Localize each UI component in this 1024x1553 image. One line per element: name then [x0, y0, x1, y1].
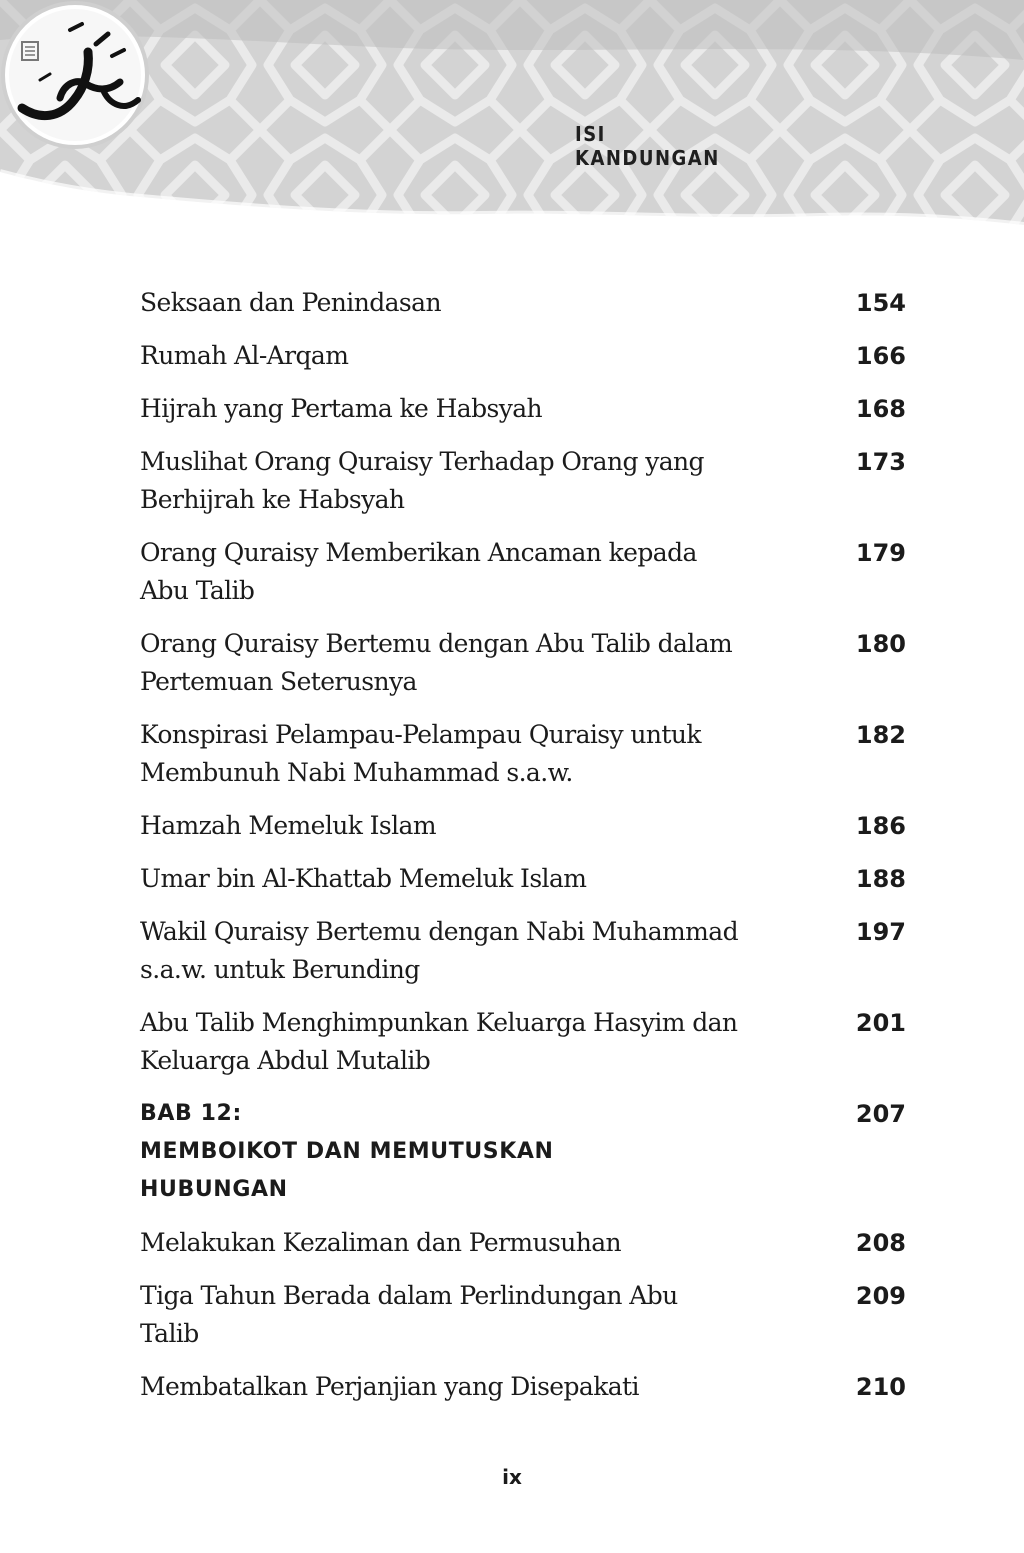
toc-entry[interactable] — [140, 625, 906, 701]
toc-entry[interactable] — [140, 913, 906, 989]
toc-entry-page: 208 — [855, 1229, 906, 1257]
toc-entry-title: Konspirasi Pelampau-Pelampau Quraisy untuk Membunuh Nabi Muhammad s.a.w. — [140, 720, 701, 787]
toc-entry-page: 201 — [855, 1009, 906, 1037]
page-number: ix — [502, 1465, 522, 1489]
toc-entry-title: Wakil Quraisy Bertemu dengan Nabi Muhammad s.a.w. untuk Berunding — [140, 917, 738, 984]
toc-entry-title: Muslihat Orang Quraisy Terhadap Orang yang Berhijrah ke Habsyah — [140, 447, 704, 514]
toc-entry-page: 180 — [855, 630, 906, 658]
table-of-contents — [140, 284, 906, 1421]
toc-entry-title: Membatalkan Perjanjian yang Disepakati — [140, 1372, 639, 1401]
toc-entry-page: 186 — [855, 812, 906, 840]
toc-chapter-heading[interactable] — [140, 1095, 906, 1209]
toc-entry[interactable] — [140, 284, 906, 322]
toc-entry-page: 188 — [855, 865, 906, 893]
toc-entry-page: 179 — [855, 539, 906, 567]
chapter-title-line-2: HUBUNGAN — [140, 1177, 288, 1202]
toc-entry-page: 168 — [855, 395, 906, 423]
toc-entry[interactable] — [140, 1224, 906, 1262]
toc-entry[interactable] — [140, 1004, 906, 1080]
chapter-page: 207 — [855, 1100, 906, 1128]
toc-entry[interactable] — [140, 716, 906, 792]
toc-entry[interactable] — [140, 1277, 906, 1353]
muhammad-calligraphy-icon — [0, 0, 150, 150]
decorative-header — [0, 0, 1024, 240]
geometric-pattern-band — [0, 0, 1024, 240]
toc-entry[interactable] — [140, 1368, 906, 1406]
section-title: ISI KANDUNGAN — [575, 122, 720, 170]
toc-entry-title: Hijrah yang Pertama ke Habsyah — [140, 394, 543, 423]
toc-entry[interactable] — [140, 390, 906, 428]
toc-entry[interactable] — [140, 443, 906, 519]
chapter-label: BAB 12: — [140, 1101, 242, 1126]
toc-entry-title: Abu Talib Menghimpunkan Keluarga Hasyim dan Keluarga Abdul Mutalib — [140, 1008, 738, 1075]
toc-entry-title: Tiga Tahun Berada dalam Perlindungan Abu Talib — [140, 1281, 678, 1348]
toc-entry-title: Hamzah Memeluk Islam — [140, 811, 436, 840]
chapter-title-line-1: MEMBOIKOT DAN MEMUTUSKAN — [140, 1139, 554, 1164]
toc-entry-title: Umar bin Al-Khattab Memeluk Islam — [140, 864, 587, 893]
toc-entry-title: Orang Quraisy Memberikan Ancaman kepada Abu Talib — [140, 538, 697, 605]
toc-entry-page: 166 — [855, 342, 906, 370]
toc-entry-page: 182 — [855, 721, 906, 749]
toc-entry-page: 173 — [855, 448, 906, 476]
toc-entry[interactable] — [140, 860, 906, 898]
toc-entry-title: Seksaan dan Penindasan — [140, 288, 441, 317]
toc-entry[interactable] — [140, 337, 906, 375]
toc-entry[interactable] — [140, 807, 906, 845]
toc-entry-page: 209 — [855, 1282, 906, 1310]
toc-entry[interactable] — [140, 534, 906, 610]
toc-entry-page: 210 — [855, 1373, 906, 1401]
toc-entry-page: 154 — [855, 289, 906, 317]
toc-entry-title: Melakukan Kezaliman dan Permusuhan — [140, 1228, 622, 1257]
toc-entry-title: Orang Quraisy Bertemu dengan Abu Talib dalam Pertemuan Seterusnya — [140, 629, 733, 696]
toc-entry-title: Rumah Al-Arqam — [140, 341, 349, 370]
toc-entry-page: 197 — [855, 918, 906, 946]
